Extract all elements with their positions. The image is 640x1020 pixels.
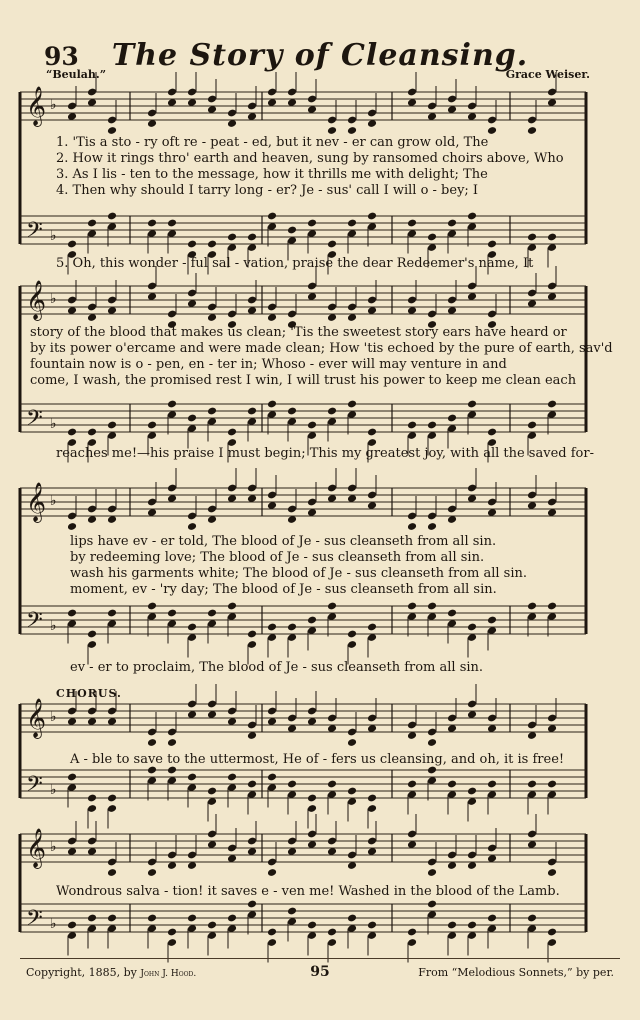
note-head bbox=[327, 780, 337, 789]
bass-clef-icon: 𝄢 bbox=[26, 218, 43, 248]
note-head bbox=[427, 602, 437, 611]
note-head bbox=[407, 219, 417, 228]
chorus-line-1: A - ble to save to the uttermost, He of - fers us cleansing, and oh, it is free! bbox=[70, 752, 565, 767]
note-head bbox=[187, 773, 197, 782]
bass-clef-icon: 𝄢 bbox=[26, 906, 43, 936]
verse-1-line-1: 1. 'Tis a sto - ry oft re - peat - ed, but it nev - er can grow old, The bbox=[56, 135, 489, 150]
note-head bbox=[307, 421, 317, 430]
bass-clef-icon: 𝄢 bbox=[26, 772, 43, 802]
note-head bbox=[427, 522, 437, 531]
note-head bbox=[147, 868, 157, 877]
note-head bbox=[267, 773, 277, 782]
note-head bbox=[267, 212, 277, 221]
note-head bbox=[427, 233, 437, 242]
flat-icon: ♭ bbox=[50, 493, 57, 509]
note-head bbox=[87, 914, 97, 923]
note-head bbox=[467, 400, 477, 409]
note-head bbox=[367, 212, 377, 221]
note-head bbox=[207, 787, 217, 796]
note-head bbox=[327, 928, 337, 937]
note-head bbox=[267, 928, 277, 937]
note-head bbox=[427, 900, 437, 909]
note-head bbox=[247, 233, 257, 242]
note-head bbox=[527, 602, 537, 611]
page-number: 95 bbox=[310, 964, 330, 980]
note-head bbox=[487, 428, 497, 437]
verse-1-line-3: lips have ev - er told, The blood of Je - sus cleanseth from all sin. bbox=[70, 534, 497, 549]
note-head bbox=[547, 233, 557, 242]
note-head bbox=[87, 794, 97, 803]
note-head bbox=[347, 400, 357, 409]
note-head bbox=[227, 914, 237, 923]
note-head bbox=[407, 522, 417, 531]
note-head bbox=[107, 914, 117, 923]
note-head bbox=[327, 602, 337, 611]
copyright-holder: John J. Hood. bbox=[140, 969, 197, 979]
note-head bbox=[367, 428, 377, 437]
note-head bbox=[447, 921, 457, 930]
verse-3-line-2: fountain now is o - pen, en - ter in; Whoso - ever will may venture in and bbox=[30, 357, 507, 372]
note-head bbox=[287, 780, 297, 789]
note-head bbox=[447, 780, 457, 789]
note-head bbox=[167, 219, 177, 228]
note-head bbox=[87, 428, 97, 437]
flat-icon: ♭ bbox=[50, 916, 57, 932]
note-head bbox=[107, 794, 117, 803]
note-head bbox=[287, 623, 297, 632]
note-head bbox=[527, 914, 537, 923]
note-head bbox=[367, 794, 377, 803]
note-head bbox=[167, 609, 177, 618]
flat-icon: ♭ bbox=[50, 97, 57, 113]
note-head bbox=[207, 240, 217, 249]
note-head bbox=[487, 126, 497, 135]
note-head bbox=[107, 126, 117, 135]
flat-icon: ♭ bbox=[50, 839, 57, 855]
note-head bbox=[527, 233, 537, 242]
note-head bbox=[267, 623, 277, 632]
note-head bbox=[147, 738, 157, 747]
footer-rule bbox=[20, 958, 620, 959]
note-head bbox=[467, 787, 477, 796]
note-head bbox=[227, 233, 237, 242]
note-head bbox=[467, 623, 477, 632]
note-head bbox=[407, 928, 417, 937]
note-head bbox=[147, 421, 157, 430]
treble-clef-icon: 𝄞 bbox=[26, 828, 47, 868]
note-head bbox=[107, 609, 117, 618]
note-head bbox=[407, 780, 417, 789]
note-head bbox=[367, 623, 377, 632]
note-head bbox=[107, 868, 117, 877]
verse-2-line-3: by redeeming love; The blood of Je - sus cleanseth from all sin. bbox=[70, 550, 485, 565]
note-head bbox=[287, 226, 297, 235]
note-head bbox=[547, 868, 557, 877]
note-head bbox=[487, 914, 497, 923]
note-head bbox=[487, 240, 497, 249]
note-head bbox=[327, 126, 337, 135]
verse-5-line-3: ev - er to proclaim, The blood of Je - sus cleanseth from all sin. bbox=[70, 660, 484, 675]
composer-credit: Grace Weiser. bbox=[505, 68, 590, 81]
note-head bbox=[447, 219, 457, 228]
note-head bbox=[67, 609, 77, 618]
source-credit: From “Melodious Sonnets,” by per. bbox=[418, 966, 614, 979]
flat-icon: ♭ bbox=[50, 291, 57, 307]
copyright-prefix: Copyright, 1885, by bbox=[26, 966, 137, 979]
note-head bbox=[467, 921, 477, 930]
flat-icon: ♭ bbox=[50, 782, 57, 798]
flat-icon: ♭ bbox=[50, 709, 57, 725]
note-head bbox=[87, 219, 97, 228]
bass-clef-icon: 𝄢 bbox=[26, 608, 43, 638]
note-head bbox=[347, 630, 357, 639]
verse-2-line-1: 2. How it rings thro' earth and heaven, sung by ransomed choirs above, Who bbox=[56, 151, 564, 166]
note-head bbox=[167, 738, 177, 747]
note-head bbox=[167, 400, 177, 409]
note-head bbox=[247, 780, 257, 789]
note-head bbox=[487, 780, 497, 789]
note-head bbox=[407, 421, 417, 430]
note-head bbox=[427, 868, 437, 877]
note-head bbox=[87, 630, 97, 639]
verse-5-line-1: 5. Oh, this wonder - ful sal - vation, praise the dear Redeemer's name, It bbox=[56, 256, 534, 271]
note-head bbox=[187, 414, 197, 423]
hymn-title: The Story of Cleansing. bbox=[111, 38, 529, 73]
verse-4-line-1: 4. Then why should I tarry long - er? Je - sus' call I will o - bey; I bbox=[56, 183, 479, 198]
note-head bbox=[247, 900, 257, 909]
note-head bbox=[227, 428, 237, 437]
note-head bbox=[347, 787, 357, 796]
note-head bbox=[267, 868, 277, 877]
flat-icon: ♭ bbox=[50, 416, 57, 432]
note-head bbox=[67, 921, 77, 930]
note-head bbox=[247, 630, 257, 639]
note-head bbox=[547, 602, 557, 611]
note-head bbox=[427, 738, 437, 747]
note-head bbox=[187, 240, 197, 249]
note-head bbox=[347, 219, 357, 228]
verse-4-line-2: come, I wash, the promised rest I win, I will trust his power to keep me clean each bbox=[30, 373, 577, 388]
chorus-line-2: Wondrous salva - tion! it saves e - ven me! Washed in the blood of the Lamb. bbox=[56, 884, 560, 899]
note-head bbox=[187, 522, 197, 531]
note-head bbox=[527, 780, 537, 789]
note-head bbox=[327, 407, 337, 416]
note-head bbox=[347, 126, 357, 135]
note-head bbox=[207, 921, 217, 930]
note-head bbox=[67, 522, 77, 531]
treble-clef-icon: 𝄞 bbox=[26, 482, 47, 522]
verse-1-line-2: story of the blood that makes us clean; 'Tis the sweetest story ears have heard or bbox=[30, 325, 567, 340]
note-head bbox=[227, 773, 237, 782]
note-head bbox=[147, 219, 157, 228]
note-head bbox=[447, 414, 457, 423]
note-head bbox=[247, 407, 257, 416]
verse-4-line-3: moment, ev - 'ry day; The blood of Je - sus cleanseth from all sin. bbox=[70, 582, 497, 597]
note-head bbox=[187, 623, 197, 632]
note-head bbox=[67, 240, 77, 249]
note-head bbox=[267, 400, 277, 409]
note-head bbox=[287, 907, 297, 916]
note-head bbox=[547, 928, 557, 937]
note-head bbox=[447, 609, 457, 618]
treble-clef-icon: 𝄞 bbox=[26, 698, 47, 738]
hymn-number: 93 bbox=[44, 42, 79, 71]
note-head bbox=[347, 914, 357, 923]
note-head bbox=[487, 616, 497, 625]
verse-3-line-3: wash his garments white; The blood of Je - sus cleanseth from all sin. bbox=[70, 566, 528, 581]
note-head bbox=[327, 240, 337, 249]
note-head bbox=[527, 126, 537, 135]
verse-5-line-2: reaches me!—his praise I must begin; This my greatest joy, with all the saved for- bbox=[56, 446, 594, 461]
tune-name: “Beulah.” bbox=[46, 68, 107, 81]
verse-3-line-1: 3. As I lis - ten to the message, how it thrills me with delight; The bbox=[56, 167, 488, 182]
note-head bbox=[407, 602, 417, 611]
note-head bbox=[207, 609, 217, 618]
note-head bbox=[147, 914, 157, 923]
note-head bbox=[147, 602, 157, 611]
note-head bbox=[107, 421, 117, 430]
note-head bbox=[287, 407, 297, 416]
note-head bbox=[367, 921, 377, 930]
note-head bbox=[527, 421, 537, 430]
note-head bbox=[187, 914, 197, 923]
note-head bbox=[207, 407, 217, 416]
note-head bbox=[347, 738, 357, 747]
note-head bbox=[307, 794, 317, 803]
note-head bbox=[107, 212, 117, 221]
note-head bbox=[467, 212, 477, 221]
note-head bbox=[307, 219, 317, 228]
note-head bbox=[547, 780, 557, 789]
treble-clef-icon: 𝄞 bbox=[26, 280, 47, 320]
flat-icon: ♭ bbox=[50, 228, 57, 244]
treble-clef-icon: 𝄞 bbox=[26, 86, 47, 126]
bass-clef-icon: 𝄢 bbox=[26, 406, 43, 436]
note-head bbox=[167, 928, 177, 937]
note-head bbox=[307, 921, 317, 930]
chorus-label: CHORUS. bbox=[56, 687, 122, 700]
note-head bbox=[427, 421, 437, 430]
note-head bbox=[227, 602, 237, 611]
verse-2-line-2: by its power o'ercame and were made clean; How 'tis echoed by the pure of earth, sav'd bbox=[30, 341, 613, 356]
note-head bbox=[547, 400, 557, 409]
note-head bbox=[307, 616, 317, 625]
note-head bbox=[67, 428, 77, 437]
note-head bbox=[67, 773, 77, 782]
flat-icon: ♭ bbox=[50, 618, 57, 634]
